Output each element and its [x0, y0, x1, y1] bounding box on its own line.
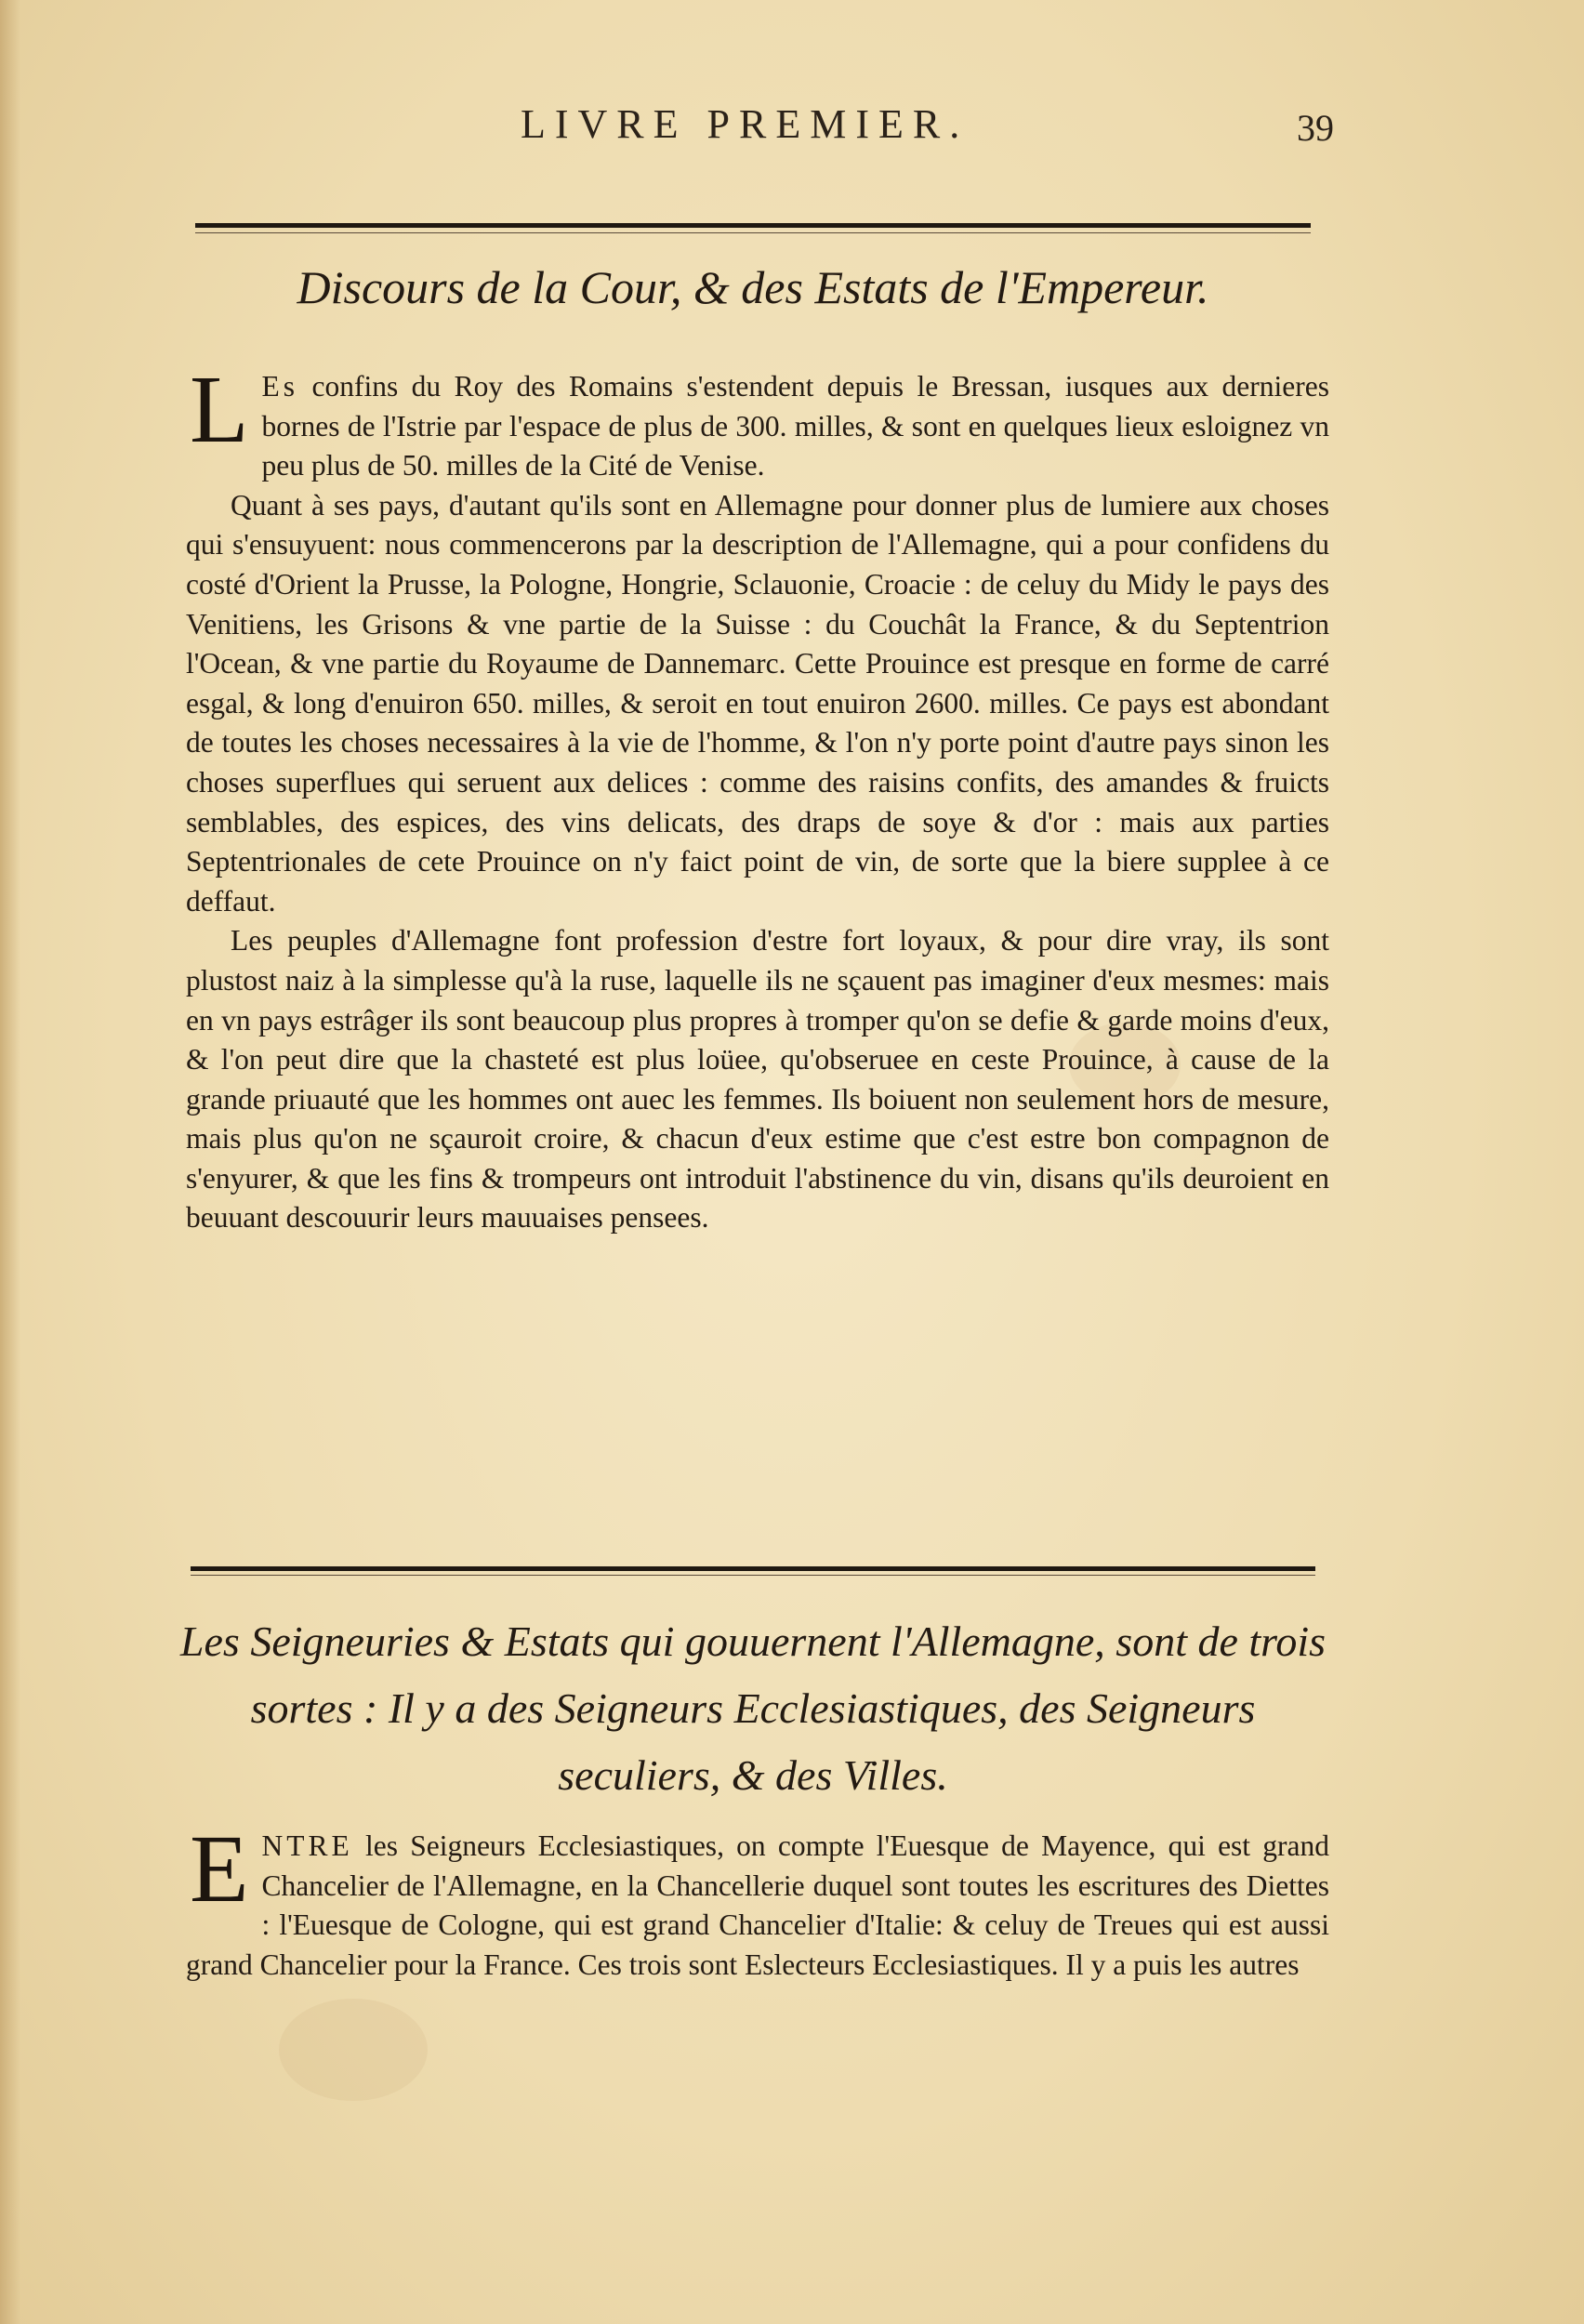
section-rule [191, 1566, 1315, 1571]
paragraph: Quant à ses pays, d'autant qu'ils sont en Allemagne pour donner plus de lumiere aux choses qui s'ensuyuent: nous commencerons par la description de l'Allemagne, qui a pour confidens du costé d'Orient la Prusse, la Pologne, Hongrie, Sclauonie, Croacie : de celuy du Midy le pays des Venitiens, les Grisons & vne partie de la Suisse : du Couchât la France, & du Septentrion l'Ocean, & vne partie du Royaume de Dannemarc. Cette Prouince est presque en forme de carré esgal, & long d'enuiron 650. milles, & seroit en tout enuiron 2600. milles. Ce pays est abondant de toutes les choses necessaires à la vie de l'homme, & l'on n'y porte point d'autre pays sinon les choses superflues qui seruent aux delices : comme des raisins confits, des amandes & fruicts semblables, des espices, des vins delicats, des draps de soye & d'or : mais aux parties Septentrionales de cete Prouince on n'y faict point de vin, de sorte que la biere supplee à ce deffaut. [186, 488, 1329, 918]
drop-cap: L [190, 356, 249, 463]
paragraph-text: confins du Roy des Romains s'estendent depuis le Bressan, iusques aux dernieres bornes de l'Istrie par l'espace de plus de 300. milles, & sont en quelques lieux esloignez vn peu plus de 50. milles de la Cité de Venise. [261, 370, 1329, 482]
paragraph-text: les Seigneurs Ecclesiastiques, on compte l'Euesque de Mayence, qui est grand Chancelier de l'Allemagne, en la Chancellerie duquel sont toutes les escritures des Diettes : l'Euesque de Cologne, qui est grand Chancelier d'Italie: & celuy de Treues qui est aussi grand Chancelier pour la France. Ces trois sont Eslecteurs Ecclesiastiques. Il y a puis les autres [186, 1829, 1329, 1981]
header-rule [195, 223, 1311, 228]
paragraph [186, 1816, 1329, 1985]
paper-stain [279, 1999, 428, 2101]
paragraph: Les peuples d'Allemagne font profession d'estre fort loyaux, & pour dire vray, ils sont plustost naiz à la simplesse qu'à la ruse, laquelle ils ne sçauent pas imaginer d'eux mesmes: mais en vn pays estrâger ils sont beaucoup plus propres à tromper qu'on se defie & garde moins d'eux, & l'on peut dire que la chasteté est plus loüee, qu'obseruee en ceste Prouince, à cause de la grande priuauté que les hommes ont auec les femmes. Ils boiuent non seulement hors de mesure, mais plus qu'on ne sçauroit croire, & chacun d'eux estime que c'est estre bon compagnon de s'enyurer, & que les fins & trompeurs ont introduit l'abstinence du vin, disans qu'ils deuroient en beuuant descouurir leurs mauuaises pensees. [186, 924, 1329, 1235]
lead-letters: Es [261, 370, 299, 403]
header-rule-thin [195, 232, 1311, 233]
section-heading-court: Discours de la Cour, & des Estats de l'Empereur. [297, 261, 1209, 313]
page-header [186, 100, 1334, 165]
section-body-court [186, 356, 1329, 1238]
paragraph [186, 356, 1329, 486]
running-title: LIVRE PREMIER. [521, 101, 970, 147]
drop-cap: E [190, 1816, 249, 1922]
section-body-seigneuries [186, 1816, 1329, 1985]
page-edge-shadow [0, 0, 20, 2324]
lead-letters: NTRE [261, 1829, 353, 1862]
page-number: 39 [1297, 107, 1334, 149]
section-heading-seigneuries: Les Seigneuries & Estats qui gouuernent l'Allemagne, sont de trois sortes : Il y a des Seigneurs Ecclesiastiques, des Seigneurs seculiers, & des Villes. [179, 1618, 1327, 1799]
section-rule-thin [191, 1575, 1315, 1576]
